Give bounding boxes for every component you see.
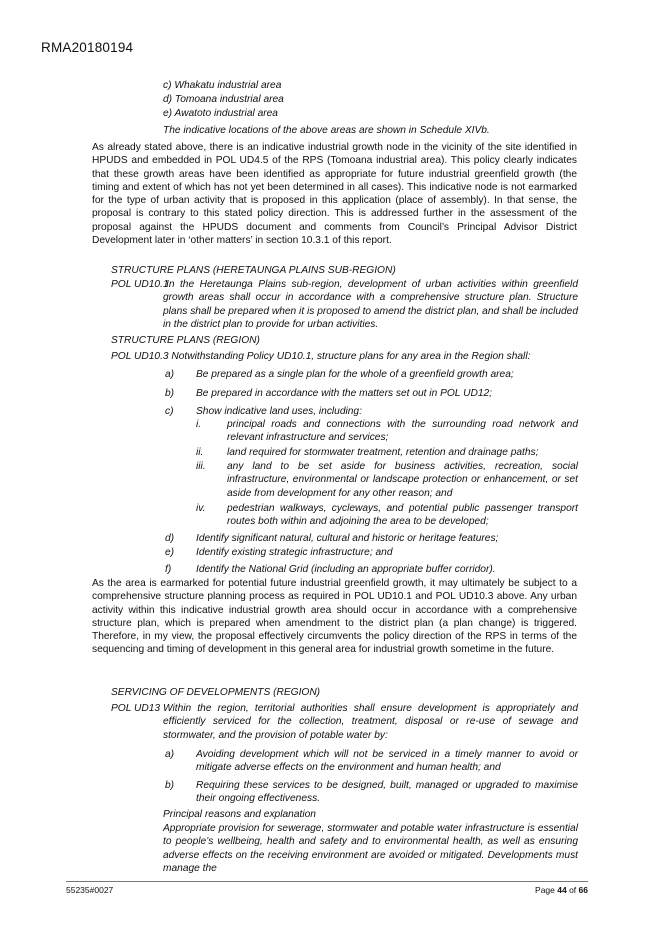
body-paragraph: As the area is earmarked for potential future industrial greenfield growth, it may ultimately be subject to a comprehensive structure planning process as required in POL UD10.1 and POL UD10.3 above. Any urban activity within this indicative industrial growth area should occur in accordance with a comprehensive structure plan, which is prepared when amendment to the district plan (a plan change) is triggered. Therefore, in my view, the proposal effectively circumvents the policy direction of the RPS in terms of the sequencing and timing of development in this general area for industrial growth sometime in the future. xyxy=(92,578,577,656)
footer-page-number: Page 44 of 66 xyxy=(535,885,588,895)
list-item: e) Awatoto industrial area xyxy=(163,108,278,119)
policy-id: POL UD10.1 xyxy=(111,279,169,290)
policy-text: Within the region, territorial authorities shall ensure development is appropriately and efficiently serviced for the collection, treatment, disposal or re-use of sewage and stormwater, and the provision of potable water by: xyxy=(163,703,578,741)
section-heading: STRUCTURE PLANS (HERETAUNGA PLAINS SUB-REGION) xyxy=(111,265,396,276)
document-reference: RMA20180194 xyxy=(41,40,134,55)
subheading: Principal reasons and explanation xyxy=(163,809,316,820)
reasons-text: Appropriate provision for sewerage, stormwater and potable water infrastructure is essential to people’s wellbeing, health and safety and to environmental health, as well as ensuring adverse effects on the receiving environment are avoided or mitigated. Developments must manage the xyxy=(163,823,578,874)
section-heading: STRUCTURE PLANS (REGION) xyxy=(111,335,260,346)
list-item: d) Tomoana industrial area xyxy=(163,94,284,105)
sub-list-item: i. principal roads and connections with the surrounding road network and relevant infrastructure and services; xyxy=(196,419,578,444)
list-item: c) Whakatu industrial area xyxy=(163,80,282,91)
schedule-note: The indicative locations of the above areas are shown in Schedule XIVb. xyxy=(163,125,490,136)
footer-divider xyxy=(66,881,588,882)
body-paragraph: As already stated above, there is an indicative industrial growth node in the vicinity of the site identified in HPUDS and embedded in POL UD4.5 of the RPS (Tomoana industrial area). This policy clearly indicates that these growth areas have been identified as appropriate for future industrial greenfield growth (the timing and extent of which has not yet been determined in all cases). This indicative node is not earmarked for the type of urban activity that is proposed in this application (place of assembly). In that sense, the proposal is contrary to this stated policy direction. This is addressed further in the assessment of the proposal against the HPUDS document and comments from Council’s Principal Advisor District Development later in ‘other matters’ in section 10.3.1 of this report. xyxy=(92,142,577,247)
section-heading: SERVICING OF DEVELOPMENTS (REGION) xyxy=(111,687,321,698)
policy-statement: POL UD10.3 Notwithstanding Policy UD10.1, structure plans for any area in the Region shall: xyxy=(111,351,531,362)
footer-doc-id: 55235#0027 xyxy=(66,885,114,895)
policy-text: In the Heretaunga Plains sub-region, development of urban activities within greenfield growth areas shall occur in accordance with a comprehensive structure plan. Structure plans shall be prepared when it is proposed to amend the district plan, and shall be included in the district plan to provide for urban activities. xyxy=(163,279,578,330)
policy-id: POL UD13 xyxy=(111,703,161,714)
